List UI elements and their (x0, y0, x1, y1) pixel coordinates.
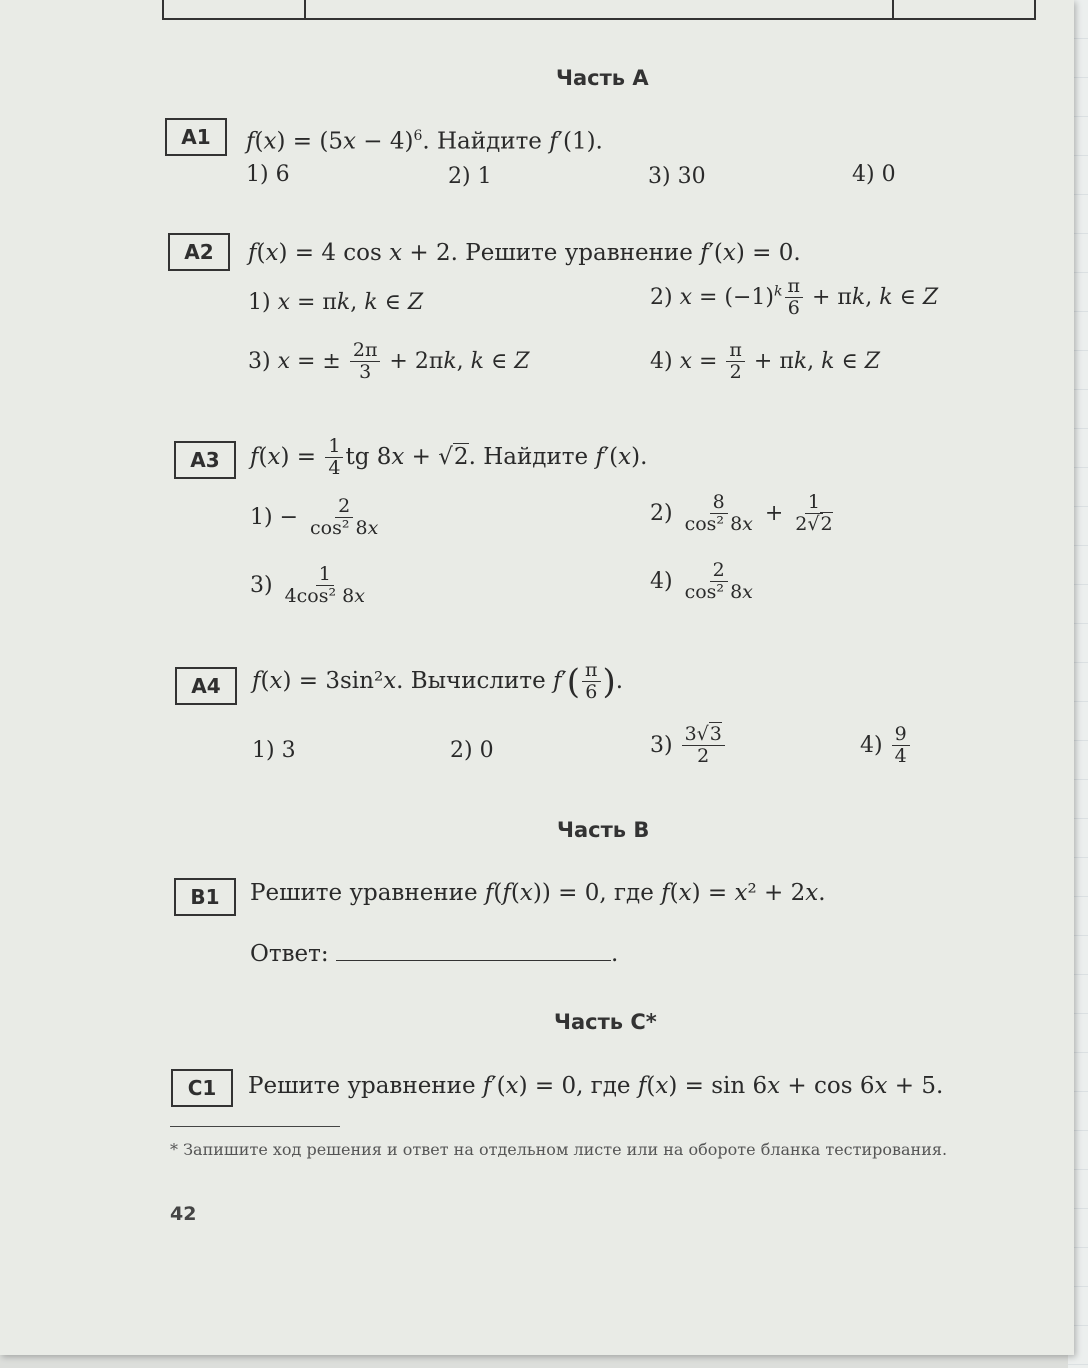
task-a4-option-4: 4) $\frac{9}{4}$ (860, 724, 912, 768)
task-tag-b1: B1 (174, 878, 236, 916)
task-a2-option-2: 2) $x = (-1)^k$ $\frac{\pi}{6}$ + πk, k ∈ Z (650, 275, 939, 320)
task-a2-option-4: 4) x = $\frac{\pi}{2}$ + πk, k ∈ Z (650, 339, 881, 384)
task-a1-text: $f(x) = (5x - 4)^6$. Найдите f′(1). (246, 128, 603, 155)
task-a3-option-2: 2) $\frac{8}{\text{cos² 8x}}$ + $\frac{1}{2√2}$ (650, 491, 833, 536)
task-a1-option-1: 1) 6 (246, 162, 290, 187)
footnote: * Запишите ход решения и ответ на отдельном листе или на обороте бланка тестирования. (170, 1140, 948, 1159)
part-b-heading: Часть B (557, 818, 650, 842)
task-tag-a2: A2 (168, 233, 230, 271)
task-b1-answer: Ответ: . (250, 941, 619, 967)
page-number: 42 (170, 1203, 197, 1225)
task-a1-option-3: 3) 30 (648, 164, 706, 189)
task-a3-option-1: 1) − $\frac{2}{\text{cos² 8x}}$ (250, 495, 379, 540)
task-a3-text: f(x) = $\frac{1}{4}$ tg 8x + √2. Найдите f′(x). (250, 435, 648, 480)
task-a2-option-1: 1) x = πk, k ∈ Z (248, 290, 424, 315)
task-c1-text: Решите уравнение f′(x) = 0, где f(x) = sin 6x + cos 6x + 5. (248, 1073, 944, 1099)
task-a4-option-2: 2) 0 (450, 738, 494, 763)
header-table-fragment (162, 0, 1036, 20)
task-a4-option-3: 3) $\frac{3√3}{2}$ (650, 724, 727, 768)
task-a3-option-3: 3) $\frac{1}{\text{4cos² 8x}}$ (250, 563, 365, 608)
task-a2-text: f(x) = 4 cos x + 2. Решите уравнение f′(x) = 0. (248, 240, 801, 266)
part-a-heading: Часть A (556, 66, 649, 90)
footnote-rule (170, 1126, 340, 1127)
task-a1-option-2: 2) 1 (448, 164, 492, 189)
task-tag-a4: A4 (175, 667, 237, 705)
task-a4-text: f(x) = 3sin²x. Вычислите f′( $\frac{\pi}{6}$ ). (252, 659, 624, 704)
task-a3-option-4: 4) $\frac{2}{\text{cos² 8x}}$ (650, 559, 753, 604)
answer-blank-line (336, 940, 611, 961)
task-b1-text: Решите уравнение f(f(x)) = 0, где f(x) = x² + 2x. (250, 880, 826, 906)
task-tag-a3: A3 (174, 441, 236, 479)
task-a4-option-1: 1) 3 (252, 738, 296, 763)
task-tag-c1: C1 (171, 1069, 233, 1107)
task-a2-option-3: 3) x = ± $\frac{2\pi}{3}$ + 2πk, k ∈ Z (248, 339, 530, 384)
task-tag-a1: A1 (165, 118, 227, 156)
task-a1-option-4: 4) 0 (852, 162, 896, 187)
part-c-heading: Часть C* (554, 1010, 657, 1034)
